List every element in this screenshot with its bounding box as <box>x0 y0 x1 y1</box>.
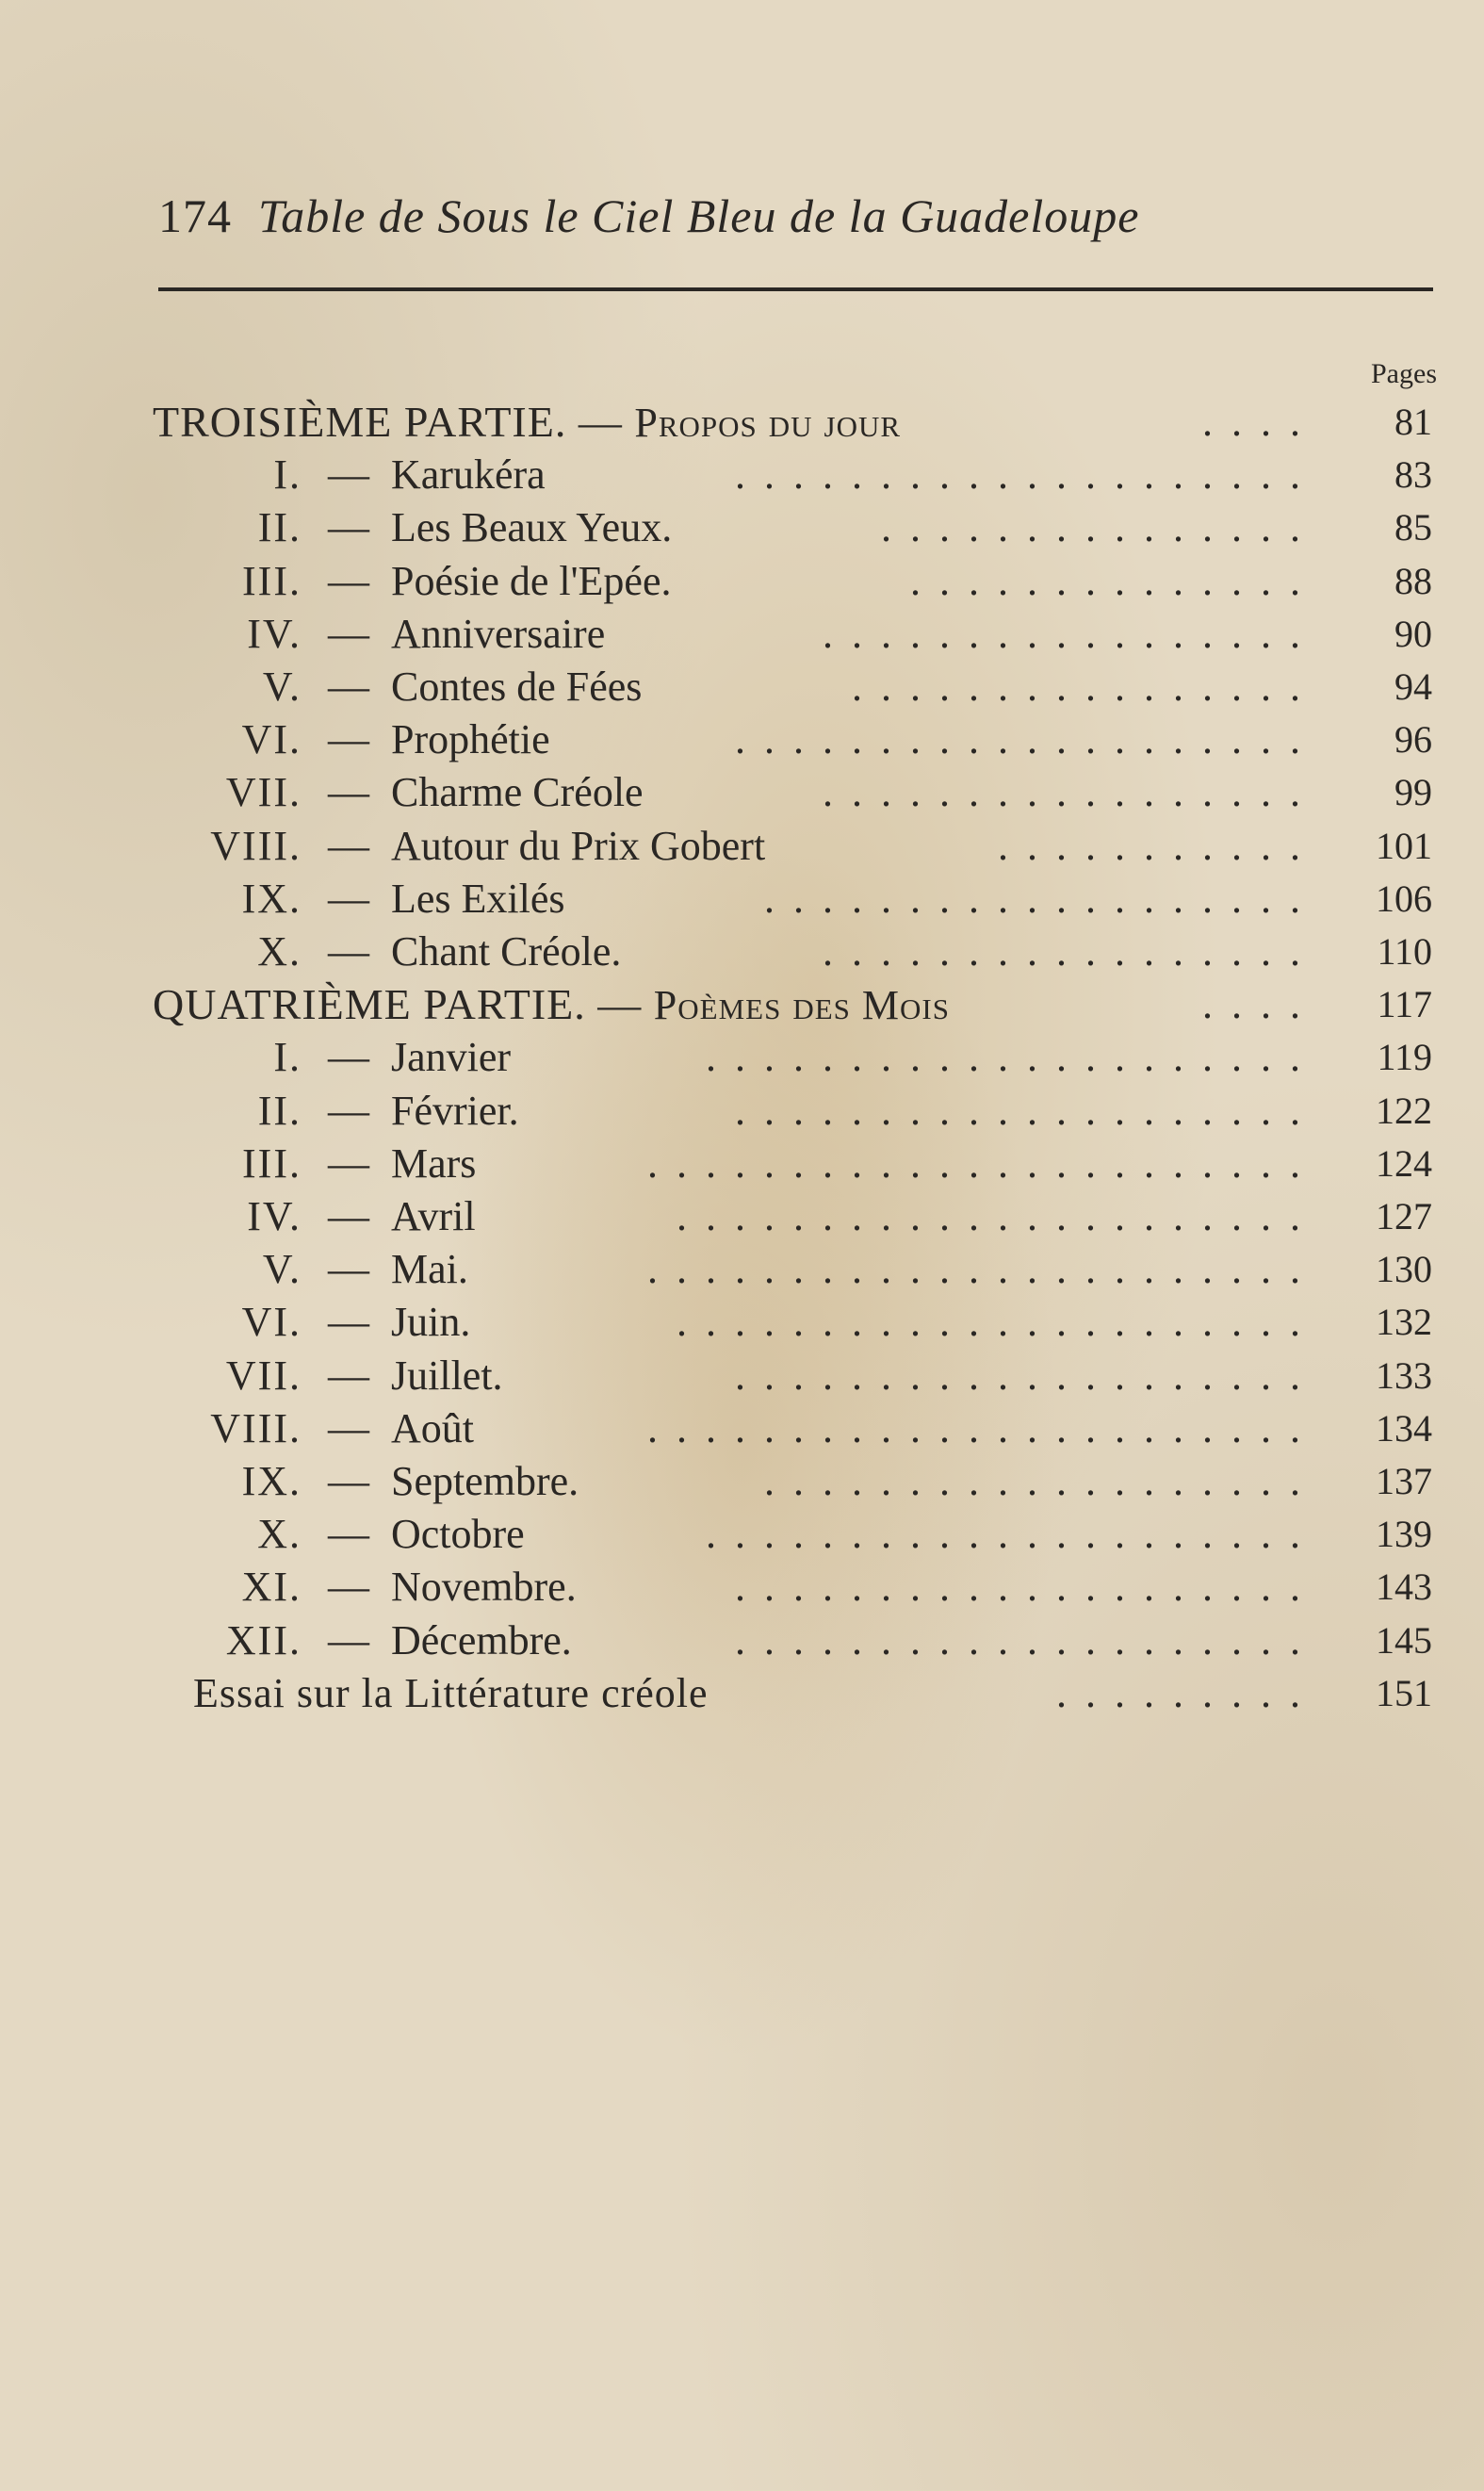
leader-dots: .................... <box>735 716 1319 763</box>
entry-number: V. <box>262 1246 302 1293</box>
leader-dots: .... <box>1202 981 1319 1028</box>
page-ref: 96 <box>1394 718 1432 762</box>
entry-title: Juin. <box>391 1299 471 1346</box>
leader-dots: ................. <box>823 928 1319 975</box>
toc-part-heading <box>0 396 1484 449</box>
entry-title: Contes de Fées <box>391 664 643 710</box>
entry-dash: — <box>328 1139 369 1187</box>
essay-title: Essai sur la Littérature créole <box>193 1669 709 1716</box>
entry-dash: — <box>328 769 369 816</box>
toc-entry <box>0 873 1484 926</box>
entry-dash: — <box>328 875 369 922</box>
page-ref: 122 <box>1376 1089 1432 1132</box>
entry-dash: — <box>328 1404 369 1451</box>
page-ref: 94 <box>1394 665 1432 708</box>
entry-number: III. <box>242 557 302 604</box>
entry-number: X. <box>257 928 302 975</box>
page-ref: 127 <box>1376 1195 1432 1237</box>
entry-title: Poésie de l'Epée. <box>391 557 672 604</box>
toc-entry <box>0 501 1484 554</box>
page-ref: 133 <box>1376 1353 1432 1397</box>
entry-dash: — <box>328 1246 369 1293</box>
page-ref: 143 <box>1376 1565 1432 1609</box>
leader-dots: ................ <box>852 664 1319 710</box>
leader-dots: ............... <box>881 504 1319 551</box>
toc-entry <box>0 1243 1484 1296</box>
toc-entry <box>0 555 1484 608</box>
page-ref: 137 <box>1376 1460 1432 1502</box>
entry-number: IV. <box>247 1193 302 1239</box>
part-title <box>153 396 901 450</box>
entry-dash: — <box>328 1193 369 1239</box>
toc-entry <box>0 1455 1484 1508</box>
leader-dots: .................... <box>735 1616 1319 1663</box>
entry-dash: — <box>328 1458 369 1504</box>
entry-title: Avril <box>391 1193 476 1239</box>
page-ref: 99 <box>1394 771 1432 814</box>
entry-number: VI. <box>241 1299 302 1346</box>
entry-title: Autour du Prix Gobert <box>391 822 766 869</box>
entry-dash: — <box>328 1564 369 1611</box>
toc-entry <box>0 1350 1484 1402</box>
page-ref: 81 <box>1394 401 1432 443</box>
entry-dash: — <box>328 451 369 499</box>
toc-entry <box>0 1031 1484 1084</box>
entry-title: Les Exilés <box>391 875 565 922</box>
page-ref: 117 <box>1377 983 1432 1026</box>
entry-title: Les Beaux Yeux. <box>391 504 673 551</box>
leader-dots: ..................... <box>706 1034 1319 1081</box>
entry-title: Karukéra <box>391 451 546 499</box>
part-heading: TROISIÈME PARTIE. <box>153 398 567 446</box>
toc-entry <box>0 1614 1484 1667</box>
leader-dots: .................... <box>735 451 1319 499</box>
toc-entry <box>0 1085 1484 1138</box>
running-title: Table de Sous le Ciel Bleu de la Guadeloupe <box>258 189 1140 242</box>
entry-dash: — <box>328 928 369 975</box>
entry-title: Prophétie <box>391 716 550 763</box>
entry-title: Août <box>391 1404 474 1451</box>
part-subtitle: Propos du jour <box>634 400 902 446</box>
toc-entry <box>0 1190 1484 1243</box>
entry-number: VIII. <box>210 1404 302 1451</box>
leader-dots: ....................... <box>647 1404 1319 1451</box>
page-ref: 139 <box>1376 1513 1432 1556</box>
entry-title: Charme Créole <box>391 769 644 816</box>
entry-title: Mars <box>391 1139 477 1187</box>
leader-dots: ................... <box>764 875 1319 922</box>
toc-entry <box>0 1508 1484 1561</box>
entry-title: Juillet. <box>391 1352 503 1399</box>
entry-number: VI. <box>241 716 302 763</box>
leader-dots: .... <box>1202 399 1319 445</box>
entry-title: Novembre. <box>391 1564 577 1611</box>
entry-number: I. <box>273 451 302 499</box>
leader-dots: ................. <box>823 769 1319 816</box>
leader-dots: .............. <box>910 557 1319 604</box>
page-ref: 101 <box>1376 824 1432 867</box>
entry-dash: — <box>328 822 369 869</box>
page-ref: 90 <box>1394 612 1432 655</box>
running-header <box>158 188 1139 243</box>
leader-dots: ........... <box>998 822 1319 869</box>
entry-number: II. <box>257 504 302 551</box>
page-ref: 83 <box>1394 453 1432 497</box>
entry-title: Mai. <box>391 1246 468 1293</box>
leader-dots: .................... <box>735 1352 1319 1399</box>
entry-dash: — <box>328 1087 369 1134</box>
page-ref: 85 <box>1394 506 1432 549</box>
toc-entry <box>0 713 1484 766</box>
entry-number: X. <box>257 1511 302 1558</box>
entry-title: Octobre <box>391 1511 525 1558</box>
toc-entry <box>0 1561 1484 1614</box>
entry-number: IV. <box>247 610 302 657</box>
part-dash: — <box>585 980 654 1029</box>
entry-number: IX. <box>241 1458 302 1504</box>
leader-dots: ................. <box>823 610 1319 657</box>
entry-dash: — <box>328 504 369 551</box>
page-number: 174 <box>158 189 232 242</box>
entry-number: VII. <box>225 769 302 816</box>
entry-title: Janvier <box>391 1034 512 1081</box>
toc-entry <box>0 449 1484 501</box>
leader-dots: ......... <box>1056 1669 1319 1716</box>
leader-dots: ....................... <box>647 1139 1319 1187</box>
entry-dash: — <box>328 1352 369 1399</box>
entry-dash: — <box>328 716 369 763</box>
entry-number: II. <box>257 1087 302 1134</box>
entry-dash: — <box>328 1616 369 1663</box>
part-heading: QUATRIÈME PARTIE. <box>153 980 586 1029</box>
leader-dots: ...................... <box>677 1193 1319 1239</box>
toc-entry-essay <box>0 1667 1484 1720</box>
pages-column-label: Pages <box>1371 358 1437 389</box>
leader-dots: ...................... <box>677 1299 1319 1346</box>
entry-dash: — <box>328 1034 369 1081</box>
part-subtitle: Poèmes des Mois <box>653 982 950 1029</box>
entry-title: Février. <box>391 1087 519 1134</box>
entry-dash: — <box>328 1511 369 1558</box>
entry-number: IX. <box>241 875 302 922</box>
page-ref: 130 <box>1376 1248 1432 1291</box>
page-ref: 151 <box>1376 1671 1432 1714</box>
page-ref: 119 <box>1377 1036 1432 1079</box>
entry-dash: — <box>328 610 369 657</box>
toc-entry <box>0 661 1484 713</box>
entry-number: III. <box>242 1139 302 1187</box>
page-ref: 145 <box>1376 1618 1432 1662</box>
toc-entry <box>0 926 1484 978</box>
part-dash: — <box>566 398 635 446</box>
entry-number: V. <box>262 664 302 710</box>
entry-dash: — <box>328 557 369 604</box>
entry-dash: — <box>328 1299 369 1346</box>
leader-dots: .................... <box>735 1564 1319 1611</box>
entry-title: Décembre. <box>391 1616 572 1663</box>
toc-part-heading <box>0 978 1484 1031</box>
entry-number: I. <box>273 1034 302 1081</box>
toc-entry <box>0 1138 1484 1190</box>
toc-entry <box>0 820 1484 873</box>
part-title <box>153 978 950 1032</box>
entry-title: Anniversaire <box>391 610 606 657</box>
leader-dots: ....................... <box>647 1246 1319 1293</box>
entry-dash: — <box>328 664 369 710</box>
page-ref: 134 <box>1376 1406 1432 1450</box>
entry-number: VIII. <box>210 822 302 869</box>
page-ref: 106 <box>1376 877 1432 920</box>
entry-title: Chant Créole. <box>391 928 622 975</box>
toc-entry <box>0 608 1484 661</box>
leader-dots: .................... <box>735 1087 1319 1134</box>
page-ref: 88 <box>1394 559 1432 602</box>
leader-dots: ..................... <box>706 1511 1319 1558</box>
header-rule <box>158 287 1433 291</box>
toc-entry <box>0 766 1484 819</box>
entry-number: XI. <box>241 1564 302 1611</box>
entry-title: Septembre. <box>391 1458 579 1504</box>
page-ref: 124 <box>1376 1141 1432 1185</box>
toc-entry <box>0 1296 1484 1349</box>
leader-dots: ................... <box>764 1458 1319 1504</box>
entry-number: XII. <box>225 1616 302 1663</box>
page-ref: 110 <box>1377 930 1432 973</box>
toc-entry <box>0 1402 1484 1455</box>
page-ref: 132 <box>1376 1301 1432 1344</box>
entry-number: VII. <box>225 1352 302 1399</box>
